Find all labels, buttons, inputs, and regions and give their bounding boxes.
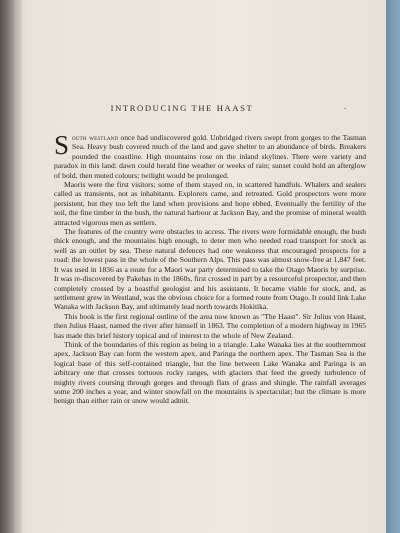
paragraph-1 [54, 130, 366, 180]
page-content [54, 0, 366, 533]
chapter-title: INTRODUCING THE HAAST [110, 103, 254, 113]
paragraph-1-text: once had undiscovered gold. Unbridged rivers swept from gorges to the Tasman Sea. Heavy bush covered much of the land and gave shelter to an abundance of birds. Breakers pounded the coastline. High mountains rose on the inland skylines. There were variety and paradox in this land: dawn could herald fine weather or weeks of rain; sunset could hold an afterglow of bold, then muted colours; twilight would be prolonged. [54, 133, 366, 180]
paragraph-5: Think of the boundaries of this region as being in a triangle. Lake Wanaka lies at the southernmost apex, Jackson Bay can form the western apex, and Paringa the northern apex. The Tasman Sea is the logical base of this self-contained triangle, but the line between Lake Wanaka and Paringa is an arbitrary one that crosses tortuous rocky ranges, with glaciers that feed the greedy turbulence of mighty rivers coursing through gorges and through flats of grass and shingle. The rainfall averages some 200 inches a year, and winter snowfall on the mountains is spectacular; but the climate is more benign than either rain or snow would admit. [54, 339, 366, 406]
book-page [14, 0, 386, 533]
paragraph-2: Maoris were the first visitors; some of them stayed on, in scattered handfuls. Whalers and sealers called as transients, not as inhabitants. Explorers came, and retreated. Gold prospectors were more persistent, but they too left the land when provisions and hope ebbed. Eventually the fertility of the soil, the fine timber in the bush, the natural harbour at Jackson Bay, and the promise of mineral wealth attracted vigorous men as settlers. [54, 180, 366, 227]
body-text [54, 130, 366, 406]
lead-words: outh westland [72, 133, 119, 142]
drop-cap: S [54, 130, 70, 160]
folio-mark: . [344, 101, 347, 111]
paragraph-4: This book is the first regional outline of the area now known as "The Haast". Sir Julius von Haast, then Julius Haast, named the river after himself in 1863. The completion of a modern highway in 1965 has made this brief history topical and of interest to the whole of New Zealand. [54, 311, 366, 340]
paragraph-3: The features of the country were obstacles to access. The rivers were formidable enough, the bush thick enough, and the mountains high enough, to deter men who needed road transport for stock as well as an outlet by sea. These natural defences had one weakness that encouraged prospects for a road: the lowest pass in the whole of the Southern Alps. This pass was almost snow-free at 1,847 feet. It was used in 1836 as a route for a Maori war party determined to take the Otago Maoris by surprise. It was re-discovered by Pakehas in the 1860s, first crossed in part by a resourceful prospector, and then completely crossed by a boastful geologist and his assistants. It became viable for stock, and, as settlement grew in Westland, was the obvious choice for a formed route from Otago. It could link Lake Wanaka with Jackson Bay, and ultimately lead north towards Hokitika. [54, 227, 366, 312]
binding-shadow [0, 0, 22, 533]
book-cover-edge [386, 0, 400, 533]
